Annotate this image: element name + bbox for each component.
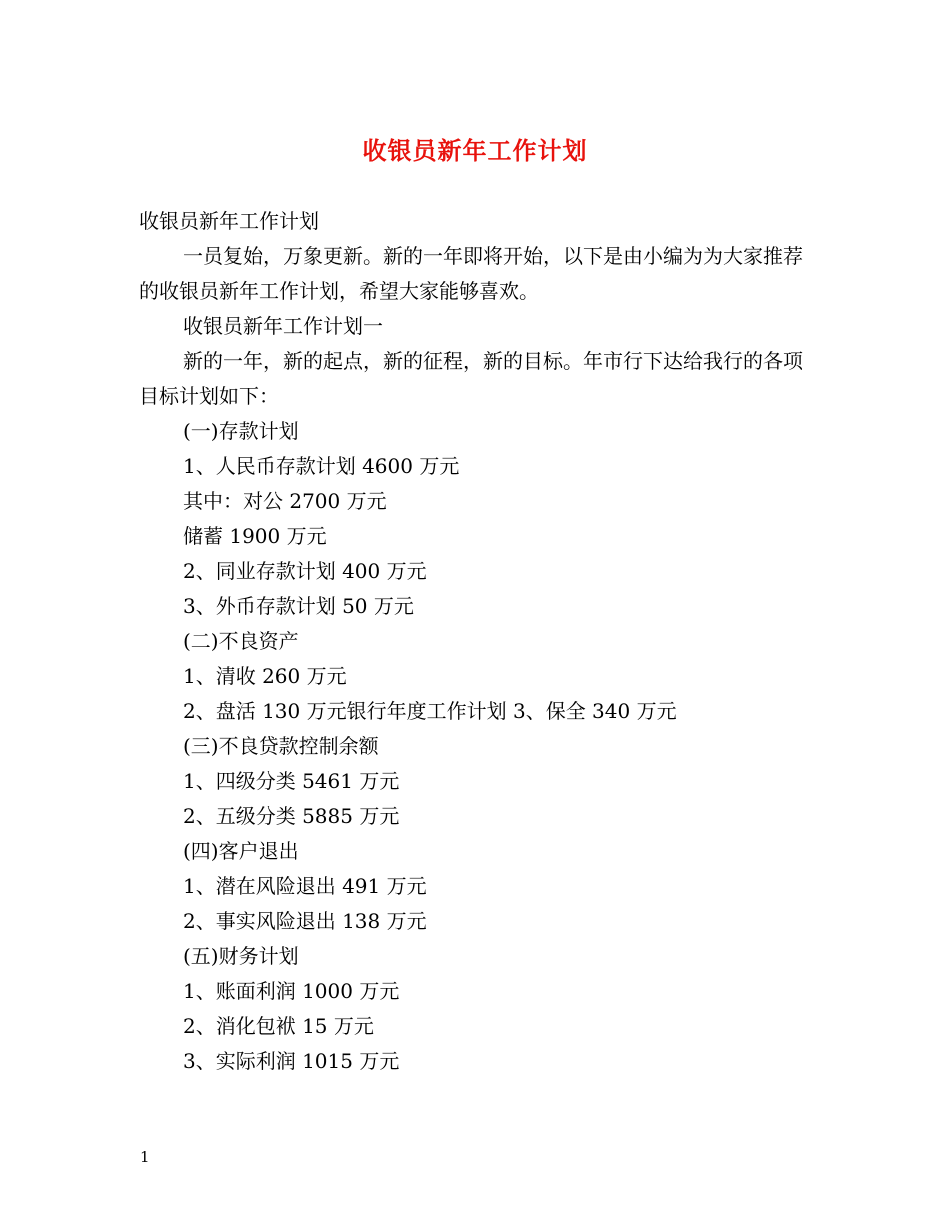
list-item: (一)存款计划 [183, 419, 299, 443]
section-heading: 收银员新年工作计划一 [183, 314, 383, 338]
list-item: 1、账面利润 1000 万元 [183, 979, 400, 1003]
list-item: (四)客户退出 [183, 839, 299, 863]
heading-line: 收银员新年工作计划 [139, 209, 319, 233]
list-item: 2、事实风险退出 138 万元 [183, 909, 427, 933]
list-item: (二)不良资产 [183, 629, 299, 653]
document-title: 收银员新年工作计划 [362, 136, 588, 165]
list-item: 储蓄 1900 万元 [183, 524, 327, 548]
list-item: 3、外币存款计划 50 万元 [183, 594, 414, 618]
document-body [139, 204, 814, 1079]
list-item: 1、潜在风险退出 491 万元 [183, 874, 427, 898]
page-number: 1 [140, 1148, 150, 1166]
list-item: 1、清收 260 万元 [183, 664, 347, 688]
list-item: 3、实际利润 1015 万元 [183, 1049, 400, 1073]
list-item: (三)不良贷款控制余额 [183, 734, 379, 758]
list-item: 2、盘活 130 万元银行年度工作计划 3、保全 340 万元 [183, 699, 677, 723]
list-item: 其中：对公 2700 万元 [183, 489, 387, 513]
intro-paragraph: 一员复始，万象更新。新的一年即将开始，以下是由小编为为大家推荐的收银员新年工作计划，希望大家能够喜欢。 [139, 244, 803, 303]
plan-paragraph: 新的一年，新的起点，新的征程，新的目标。年市行下达给我行的各项目标计划如下： [139, 349, 803, 408]
list-item: 2、同业存款计划 400 万元 [183, 559, 427, 583]
list-item: (五)财务计划 [183, 944, 299, 968]
list-item: 1、四级分类 5461 万元 [183, 769, 400, 793]
list-item: 2、五级分类 5885 万元 [183, 804, 400, 828]
list-item: 1、人民币存款计划 4600 万元 [183, 454, 460, 478]
list-item: 2、消化包袱 15 万元 [183, 1014, 374, 1038]
